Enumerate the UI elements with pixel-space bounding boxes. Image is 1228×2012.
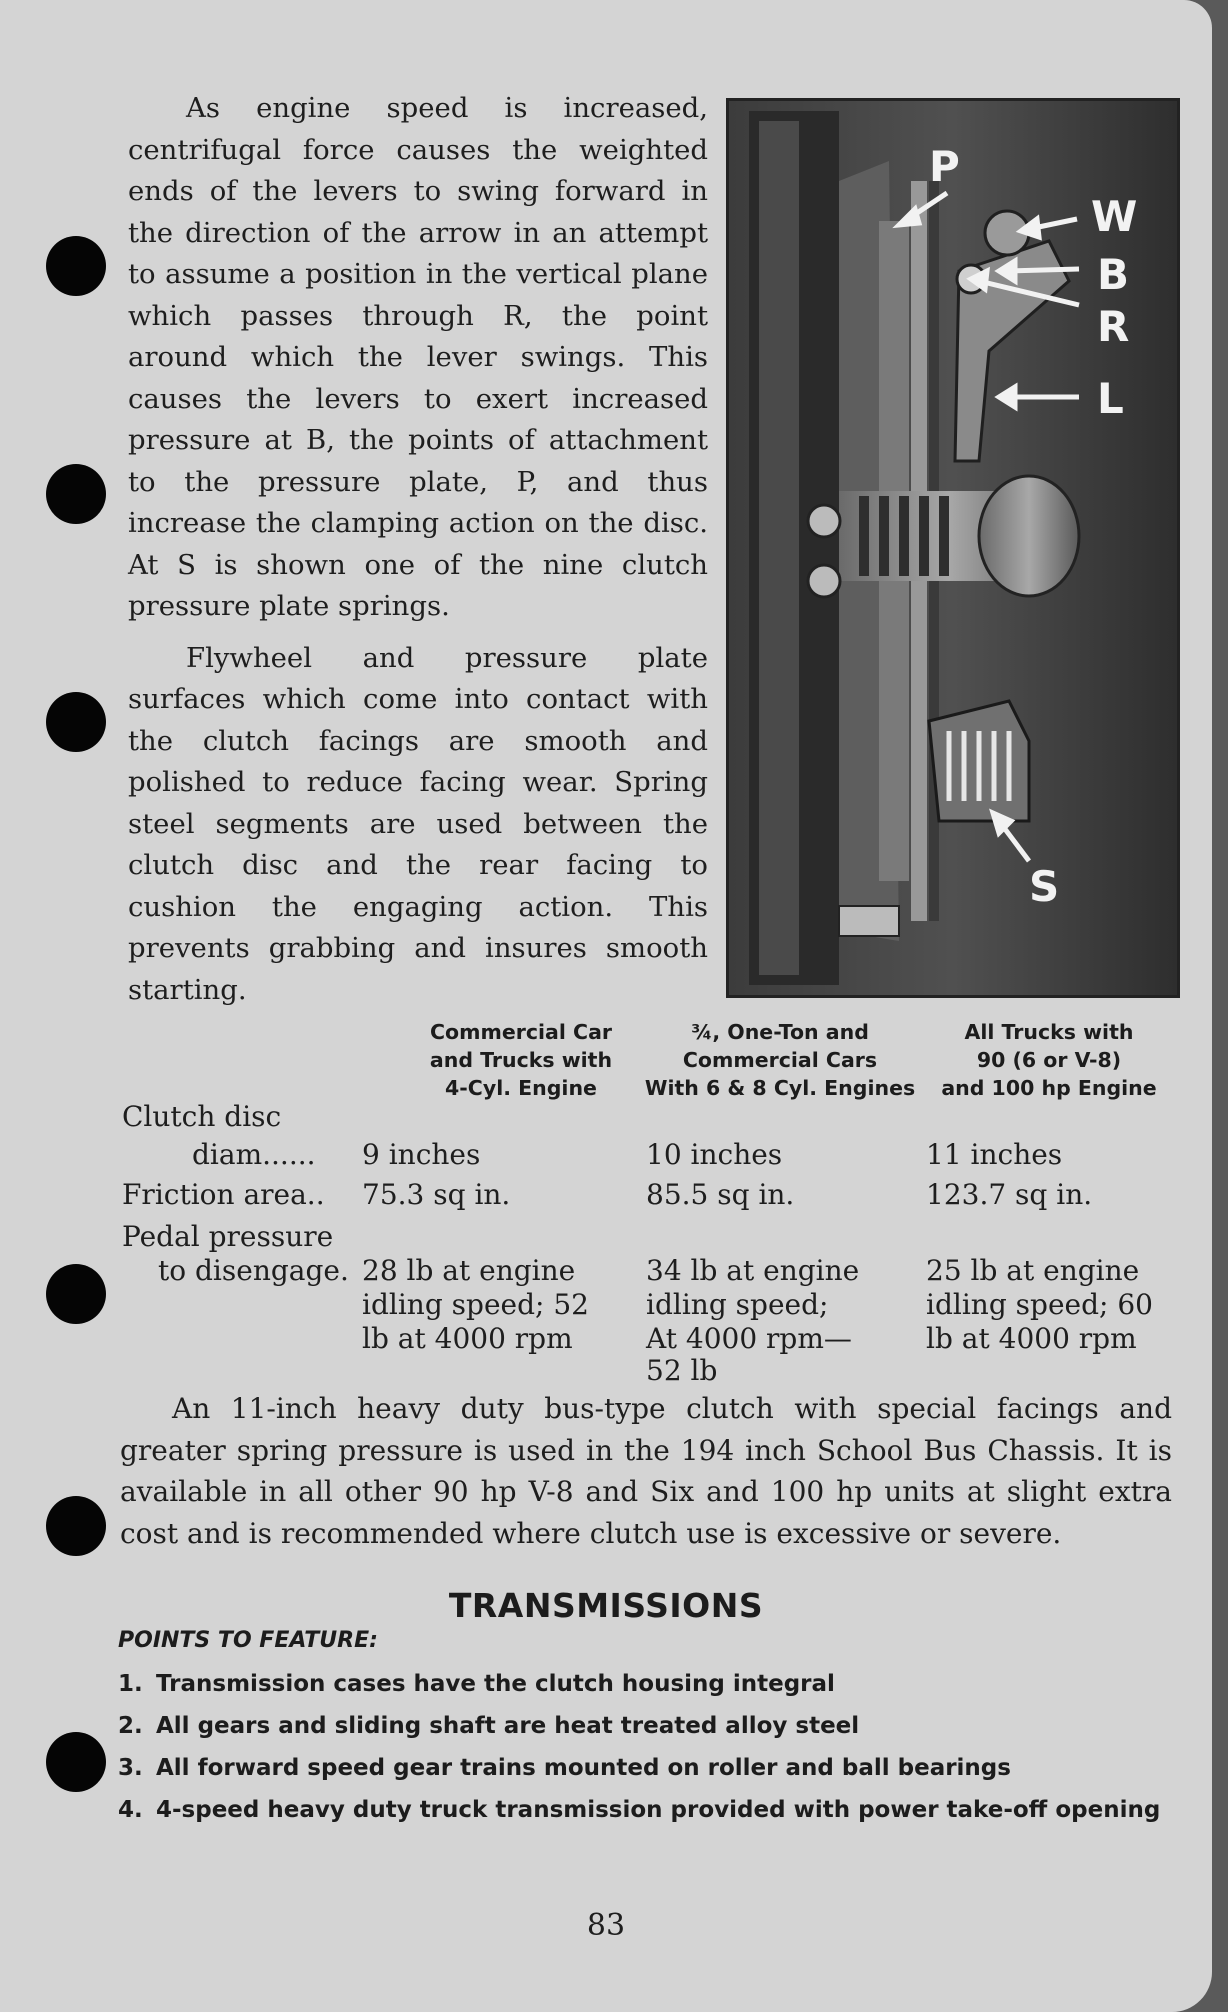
cell-pedal-col-2-line-4: 52 lb (646, 1354, 718, 1387)
figure-label-w: W (1091, 192, 1138, 241)
cell-pedal-col-2-line-1: 34 lb at engine (646, 1254, 860, 1287)
clutch-diagram (729, 101, 1177, 995)
table-header-col-2: ¾, One-Ton and Commercial Cars With 6 & 8 Cyl. Engines (644, 1020, 916, 1100)
section-heading: TRANSMISSIONS (448, 1586, 764, 1625)
section-subheading: POINTS TO FEATURE: (118, 1628, 378, 1653)
row-label-pedal-pressure: Pedal pressure (122, 1220, 334, 1253)
cell-diam-col-3: 11 inches (926, 1138, 1063, 1171)
figure-label-l: L (1097, 374, 1124, 423)
table-header-col-1: Commercial Car and Trucks with 4-Cyl. Engine (429, 1020, 613, 1100)
cell-pedal-col-3-line-2: idling speed; 60 (926, 1288, 1153, 1321)
clutch-cross-section-figure (726, 98, 1180, 998)
cell-pedal-col-1-line-3: lb at 4000 rpm (362, 1322, 573, 1355)
figure-label-b: B (1097, 250, 1130, 299)
cell-diam-col-1: 9 inches (362, 1138, 481, 1171)
feature-item: 3. All forward speed gear trains mounted on roller and ball bearings (118, 1755, 1011, 1781)
cell-pedal-col-2-line-3: At 4000 rpm— (646, 1322, 852, 1355)
cell-pedal-col-3-line-3: lb at 4000 rpm (926, 1322, 1137, 1355)
page-number: 83 (586, 1908, 626, 1943)
binder-hole (46, 692, 106, 752)
table-header-col-3: All Trucks with 90 (6 or V-8) and 100 hp Engine (941, 1020, 1157, 1100)
binder-hole (46, 1264, 106, 1324)
bus-clutch-paragraph: An 11-inch heavy duty bus-type clutch with special facings and greater spring pressure is used in the 194 inch School Bus Chassis. It is available in all other 90 hp V-8 and Six and 100 hp units at slight extra cost and is recommended where clutch use is excessive or severe. (120, 1392, 1172, 1550)
cell-pedal-col-1-line-1: 28 lb at engine (362, 1254, 576, 1287)
binder-hole (46, 236, 106, 296)
feature-item: 2. All gears and sliding shaft are heat treated alloy steel (118, 1713, 860, 1739)
feature-item: 1. Transmission cases have the clutch housing integral (118, 1671, 835, 1697)
cell-pedal-col-2-line-2: idling speed; (646, 1288, 829, 1321)
cell-friction-col-2: 85.5 sq in. (646, 1178, 795, 1211)
figure-label-r: R (1097, 302, 1130, 351)
row-label-diam: diam...... (192, 1138, 316, 1171)
cell-pedal-col-1-line-2: idling speed; 52 (362, 1288, 589, 1321)
binder-hole (46, 464, 106, 524)
cell-friction-col-3: 123.7 sq in. (926, 1178, 1093, 1211)
paragraph-centrifugal: As engine speed is increased, centrifugal force causes the weighted ends of the levers to swing forward in the direction of the arrow in an attempt to assume a position in the vertical plane which passes through R, the point around which the lever swings. This causes the levers to exert increased pressure at B, the points of attachment to the pressure plate, P, and thus increase the clamping action on the disc. At S is shown one of the nine clutch pressure plate springs. (128, 92, 708, 622)
binder-hole (46, 1496, 106, 1556)
row-label-to-disengage: to disengage. (158, 1254, 349, 1287)
clutch-description (128, 88, 708, 1011)
paragraph-surfaces: Flywheel and pressure plate surfaces which come into contact with the clutch facings are smooth and polished to reduce facing wear. Spring steel segments are used between the clutch disc and the rear facing to cushion the engaging action. This prevents grabbing and insures smooth starting. (128, 641, 708, 1006)
row-label-friction-area: Friction area.. (122, 1178, 325, 1211)
figure-label-s: S (1029, 862, 1060, 911)
cell-diam-col-2: 10 inches (646, 1138, 783, 1171)
feature-item: 4. 4-speed heavy duty truck transmission provided with power take-off opening (118, 1797, 1161, 1823)
figure-label-p: P (929, 142, 960, 191)
cell-pedal-col-3-line-1: 25 lb at engine (926, 1254, 1140, 1287)
cell-friction-col-1: 75.3 sq in. (362, 1178, 511, 1211)
row-label-clutch-disc: Clutch disc (122, 1100, 282, 1133)
binder-hole (46, 1732, 106, 1792)
